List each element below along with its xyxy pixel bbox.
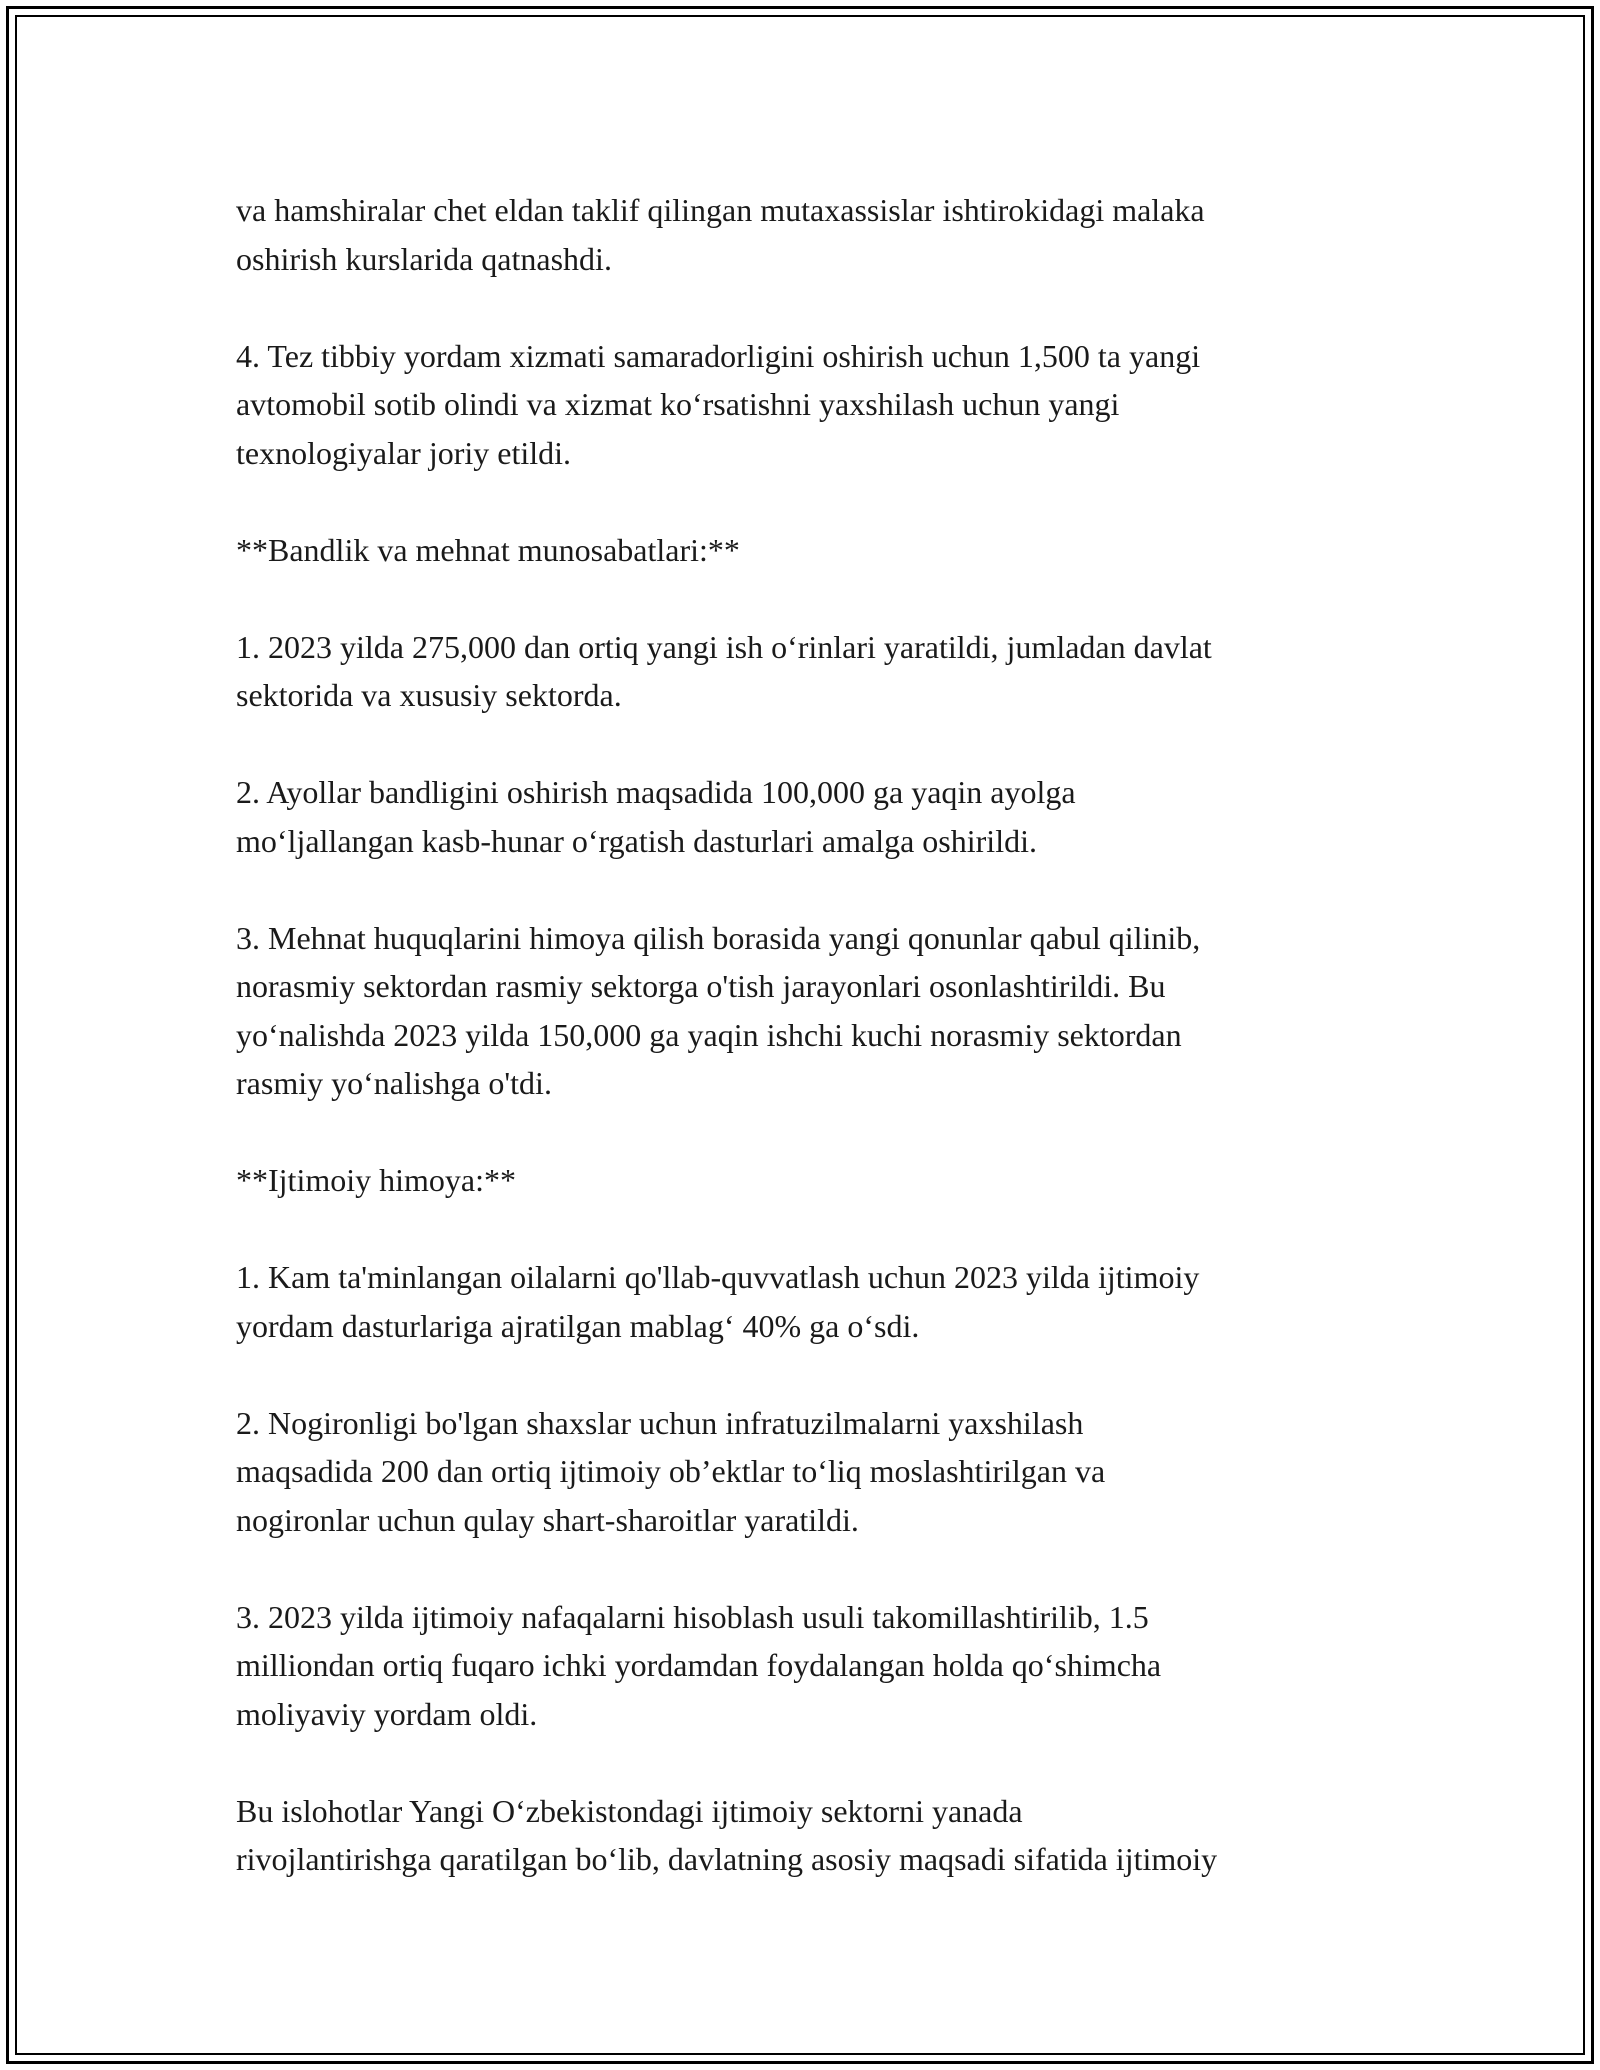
- paragraph-ambulance-item: 4. Tez tibbiy yordam xizmati samaradorligini oshirish uchun 1,500 ta yangi avtomobil sotib olindi va xizmat ko‘rsatishni yaxshilash uchun yangi texnologiyalar joriy etildi.: [236, 337, 1201, 471]
- section-heading-employment: **Bandlik va mehnat munosabatlari:**: [236, 531, 740, 568]
- paragraph-continuation: va hamshiralar chet eldan taklif qilingan mutaxassislar ishtirokidagi malaka oshirish kurslarida qatnashdi.: [236, 192, 1205, 277]
- paragraph-social-item-3: 3. 2023 yilda ijtimoiy nafaqalarni hisoblash usuli takomillashtirilib, 1.5 milliondan ortiq fuqaro ichki yordamdan foydalangan holda qo‘shimcha moliyaviy yordam oldi.: [236, 1598, 1162, 1732]
- document-body: [236, 186, 1366, 1884]
- paragraph-social-item-2: 2. Nogironligi bo'lgan shaxslar uchun infratuzilmalarni yaxshilash maqsadida 200 dan ortiq ijtimoiy ob’ektlar to‘liq moslashtirilgan va nogironlar uchun qulay shart-sharoitlar yaratildi.: [236, 1404, 1106, 1538]
- paragraph-employment-item-3: 3. Mehnat huquqlarini himoya qilish borasida yangi qonunlar qabul qilinib, norasmiy sektordan rasmiy sektorga o'tish jarayonlari osonlashtirildi. Bu yo‘nalishda 2023 yilda 150,000 ga yaqin ishchi kuchi norasmiy sektordan rasmiy yo‘nalishga o'tdi.: [236, 919, 1201, 1101]
- paragraph-conclusion: Bu islohotlar Yangi O‘zbekistondagi ijtimoiy sektorni yanada rivojlantirishga qaratilgan bo‘lib, davlatning asosiy maqsadi sifatida ijtimoiy: [236, 1792, 1218, 1877]
- paragraph-social-item-1: 1. Kam ta'minlangan oilalarni qo'llab-quvvatlash uchun 2023 yilda ijtimoiy yordam dasturlariga ajratilgan mablag‘ 40% ga o‘sdi.: [236, 1259, 1200, 1344]
- section-heading-social-protection: **Ijtimoiy himoya:**: [236, 1162, 516, 1198]
- paragraph-employment-item-1: 1. 2023 yilda 275,000 dan ortiq yangi ish o‘rinlari yaratildi, jumladan davlat sektorida va xususiy sektorda.: [236, 628, 1212, 713]
- paragraph-employment-item-2: 2. Ayollar bandligini oshirish maqsadida 100,000 ga yaqin ayolga mo‘ljallangan kasb-hunar o‘rgatish dasturlari amalga oshirildi.: [236, 774, 1076, 859]
